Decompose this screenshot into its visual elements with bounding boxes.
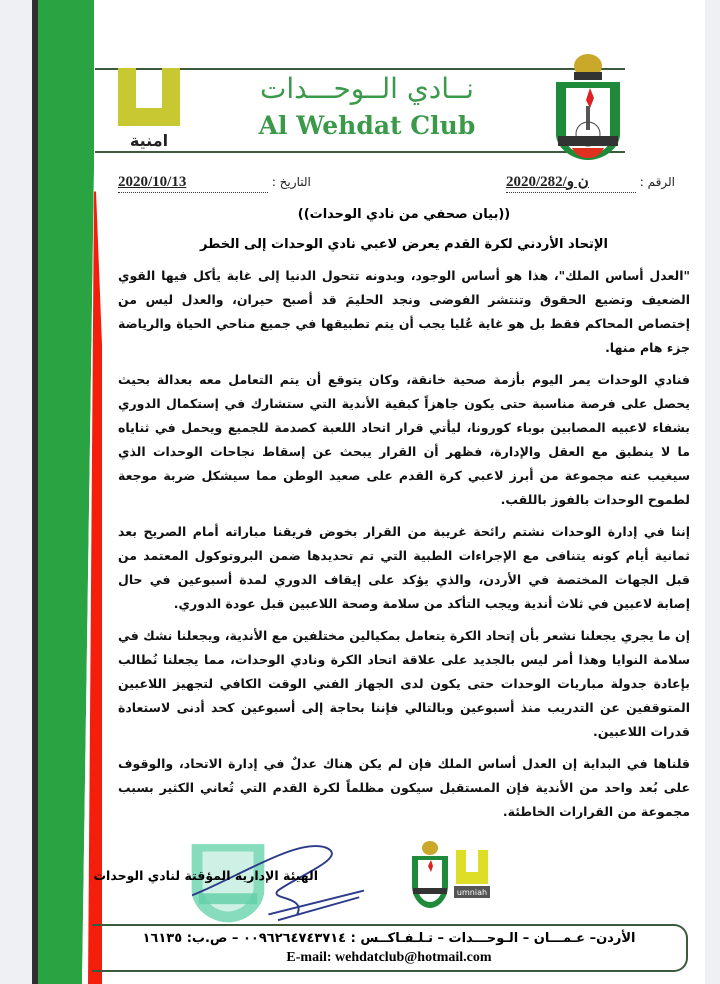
umniah-en-text: umniah [456,888,488,897]
letter-page [32,0,705,984]
date-value: 2020/10/13 [118,174,187,190]
statement-subtitle: الإتحاد الأردني لكرة القدم يعرض لاعبي نادي الوحدات إلى الخطر [200,237,608,252]
signatory: الهيئة الإدارية المؤقتة لنادي الوحدات [93,868,318,883]
flag-stripes [32,0,102,984]
letter-body [93,0,690,984]
footer-email[interactable]: E-mail: wehdatclub@hotmail.com [286,950,492,965]
footer-frame [92,924,688,972]
paragraph-5: قلناها في البداية إن العدل أساس الملك فإن لم يكن هناك عدلٌ في إدارة الاتحاد، والوقوف على بُعد واحد من الأندية فإن المستقبل سيكون مظلماً لكرة القدم التي تُعاني الكثير بسبب مجموعة من القرارات الخاطئة. [118,756,690,819]
paragraph-1: "العدل أساس الملك"، هذا هو أساس الوجود، وبدونه تتحول الدنيا إلى غابة يأكل فيها القوي الضعيف وتضيع الحقوق وتنتشر الفوضى ونجد الحليمَ قد أصبح حيران، والعدل ليس من إختصاص المحاكم فقط بل هو غاية عُليا يجب أن يتم تطبيقها في جميع مناحي الحياة والرياضة جزء هام منها. [118,268,690,355]
paragraph-2: فنادي الوحدات يمر اليوم بأزمة صحية خانقة، وكان يتوقع أن يتم التعامل معه بعدالة بحيث يحصل على فرصة مناسبة حتى يكون جاهزاً كبقية الأندية التي ستشارك في إستكمال الدوري بشفاء لاعبيه المصابين بوباء كورونا، ليأتي قرار اتحاد اللعبة كصدمة للجميع ويحمل في ثناياه ما لا ينطبق مع العقل والإدارة، فظهر أن القرار يبحث عن إسقاط نجاحات الوحدات الذي سيغيب عنه مجموعة من أبرز لاعبي كرة القدم على صعيد الوطن مما سيشكل ضربة موجعة لطموح الوحدات بالفوز باللقب. [118,372,690,507]
paragraph-4: إن ما يجري يجعلنا نشعر بأن إتحاد الكرة يتعامل بمكيالين مختلفين مع الأندية، ويجعلنا نشك في سلامة النوايا وهذا أمر ليس بالجديد على علاقة اتحاد الكرة ونادي الوحدات، مما يجعلنا نُطالب بإعادة جدولة مباريات الوحدات حتى يكون لدى الجهاز الفني الوقت الكافي لتجهيز اللاعبين المتوقفين عن التدريب منذ أسبوعين وبالتالي فإننا بحاجة إلى أسبوعين كحد أدنى لاستعادة قدرات اللاعبين. [118,628,690,739]
signature-block [93,832,690,924]
statement-title: ((بيان صحفي من نادي الوحدات)) [297,207,511,222]
date-label: التاريخ : [271,175,311,189]
partner-logos [408,840,508,912]
ref-label: الرقم : [639,175,675,189]
footer-address: الأردن– عـمـــان – الـوحـــدات – تـلـفـاكــس : ٠٠٩٦٢٦٤٧٤٣٧١٤ – ص.ب: ١٦١٣٥ [142,931,636,946]
club-name-arabic: نــادي الــوحـــدات [260,72,474,105]
club-name-english: Al Wehdat Club [258,111,476,140]
umniah-ar-text: امنية [129,131,169,150]
ref-value: ن و/2020/282 [505,174,589,190]
paragraph-3: إننا في إدارة الوحدات نشتم رائحة غريبة من القرار بخوض فريقنا مباراته أمام الصريح بعد ثمانية أيام كونه يتنافى مع الإجراءات الطبية التي تم تحديدها ضمن البروتوكول المعتمد من قبل الجهات المختصة في الأردن، والذي يؤكد على إيقاف الدوري لمدة أسبوعين في حال إصابة لاعبين في ثلاث أندية ويجب التأكد من سلامة وصحة اللاعبين قبل عودة الدوري. [118,524,690,611]
